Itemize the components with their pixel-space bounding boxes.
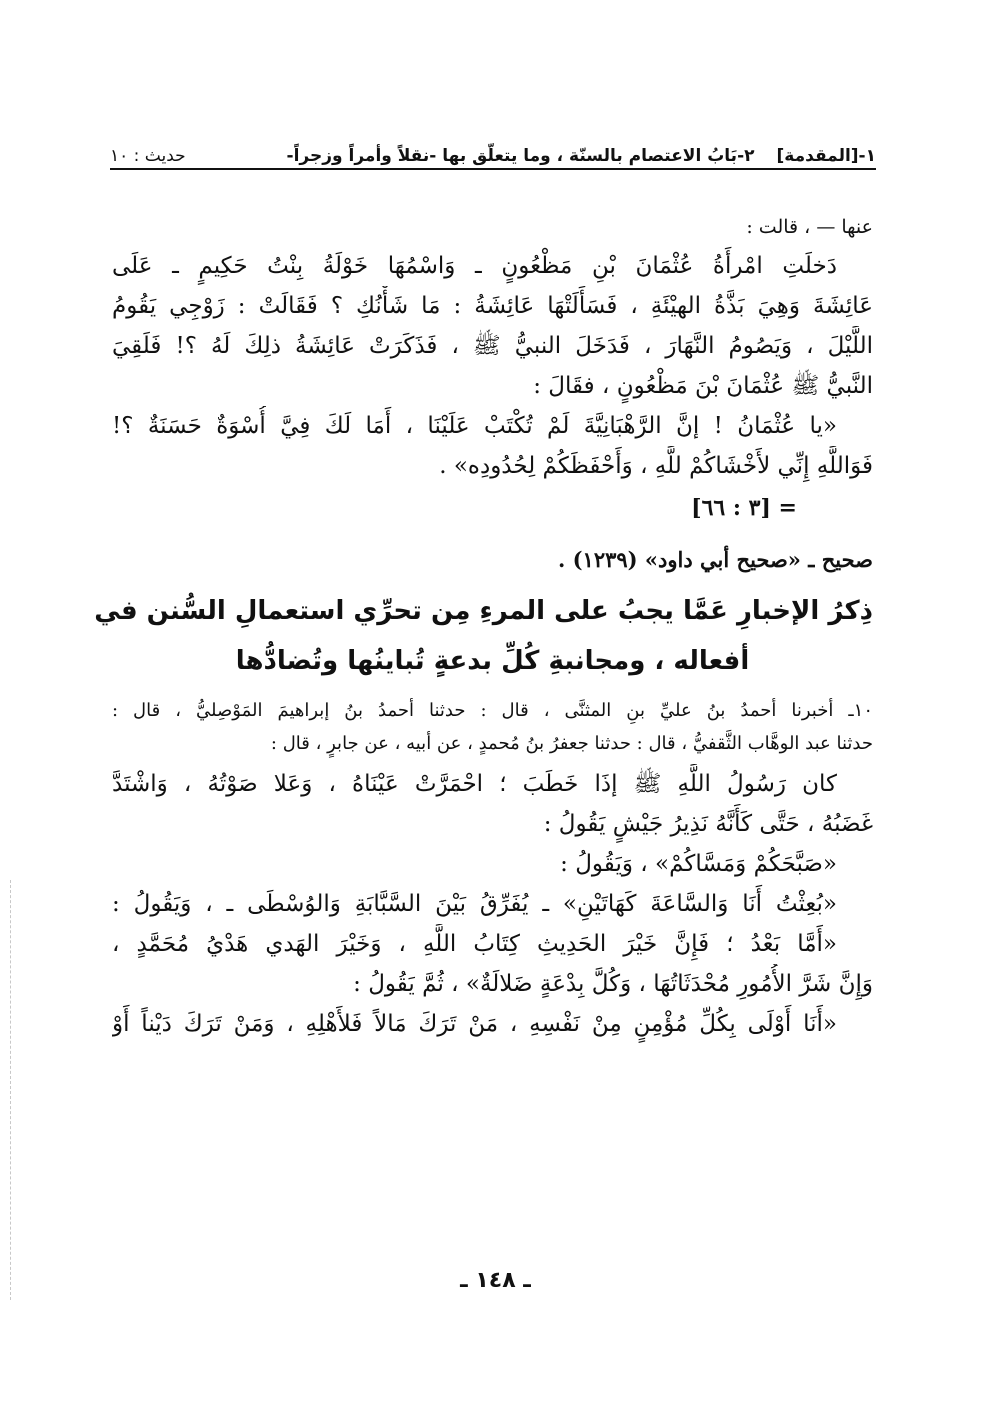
- running-header: [110, 126, 876, 166]
- text-line: فَوَاللَّهِ إِنِّي لأَخْشَاكُمْ للَّهِ ، وَأَحْفَظَكُمْ لِحُدُودِه» .: [439, 453, 873, 479]
- header-rule: [110, 168, 876, 170]
- header-hadith-number: حديث : ١٠: [110, 146, 186, 166]
- text-line: «بُعِثْتُ أَنَا وَالسَّاعَةَ كَهَاتَيْنِ» ـ يُفَرِّقُ بَيْنَ السَّبَّابَةِ وَالوُسْطَى ـ ، وَيَقُولُ :: [112, 891, 837, 917]
- page-body: [94, 208, 873, 1044]
- scan-edge-artifact: [10, 880, 11, 1300]
- chapter-heading: [94, 586, 873, 686]
- text-line: النَّبيُّ ﷺ عُثْمَانَ بْنَ مَظْعُونٍ ، فقَالَ :: [533, 373, 873, 399]
- text-line: كان رَسُولُ اللَّهِ ﷺ إذَا خَطَبَ ؛ احْمَرَّتْ عَيْنَاهُ ، وَعَلا صَوْتُهُ ، وَاشْتَدَّ: [112, 771, 837, 797]
- text-line: «أَمَّا بَعْدُ ؛ فَإِنَّ خَيْرَ الحَدِيثِ كِتَابُ اللَّهِ ، وَخَيْرَ الهَدي هَدْيُ مُحَمَّدٍ ،: [112, 931, 837, 957]
- text-line: دَخلَتِ امْرأَةُ عُثْمَانَ بْنِ مَظْعُونٍ ـ وَاسْمُهَا خَوْلَةُ بِنْتُ حَكِيمٍ ـ عَلَى: [112, 253, 837, 279]
- header-titles: [287, 146, 876, 166]
- text-line: غَضَبُهُ ، حَتَّى كَأَنَّهُ نَذِيرُ جَيْشٍ يَقُولُ :: [543, 811, 873, 837]
- header-chapter-title: ٢-بَابُ الاعتصام بالسنّة ، وما يتعلّق بها -نقلاً وأمراً وزجراً-: [286, 146, 755, 166]
- cross-reference: = [٣ : ٦٦]: [691, 495, 797, 521]
- isnad-line: حدثنا عبد الوهَّاب الثَّقفيُّ ، قال : حدثنا جعفرُ بنُ مُحمدٍ ، عن أبيه ، عن جابرٍ ، قال :: [270, 733, 873, 754]
- narration-intro: عنها — ، قالت :: [746, 216, 873, 238]
- page-number: ـ ١٤٨ ـ: [460, 1268, 531, 1293]
- text-line: وَإِنَّ شَرَّ الأُمُورِ مُحْدَثَاتُهَا ، وَكُلَّ بِدْعَةٍ ضَلالَةٌ» ، ثُمَّ يَقُولُ :: [353, 971, 873, 997]
- text-line: «أَنَا أَوْلَى بِكُلِّ مُؤْمِنٍ مِنْ نَفْسِهِ ، مَنْ تَرَكَ مَالاً فَلأَهْلِهِ ، وَمَنْ تَرَكَ دَيْناً أَوْ: [112, 1011, 837, 1037]
- isnad-line: ١٠ـ أخبرنا أحمدُ بنُ عليِّ بنِ المثنَّى ، قال : حدثنا أحمدُ بنُ إبراهيمَ المَوْصِليُّ ، قال :: [112, 700, 873, 721]
- text-line: اللَّيْلَ ، وَيَصُومُ النَّهَارَ ، فَدَخَلَ النبيُّ ﷺ ، فَذَكَرَتْ عَائِشَةُ ذلِكَ لَهُ ؟! فَلَقِيَ: [112, 333, 873, 359]
- chapter-heading-line: أفعاله ، ومجانبةِ كُلِّ بدعةٍ تُباينُها وتُضادُّها: [235, 646, 750, 676]
- text-line: «صَبَّحَكُمْ وَمَسَّاكُمْ» ، وَيَقُولُ :: [560, 851, 837, 877]
- text-line: عَائِشَةَ وَهِيَ بَذَّةُ الهيْئَةِ ، فَسَأَلَتْهَا عَائِشَةُ : مَا شَأْنُكِ ؟ فَقَالَتْ : زَوْجِي يَقُومُ: [112, 293, 873, 319]
- hadith-text: [112, 764, 873, 1044]
- chapter-heading-line: ذِكرُ الإخبارِ عَمَّا يجبُ على المرءِ مِن تحرِّي استعمالِ السُّنن في: [94, 596, 873, 626]
- hadith-grade: صحيح ـ «صحيح أبي داود» (١٢٣٩) .: [557, 547, 873, 572]
- header-section-title: ١-[المقدمة]: [776, 146, 876, 166]
- text-line: «يا عُثْمَانُ ! إنَّ الرَّهْبَانِيَّةَ لَمْ تُكْتَبْ عَلَيْنَا ، أَمَا لَكَ فِيَّ أُسْوَةٌ حَسَنَةٌ ؟!: [112, 413, 837, 439]
